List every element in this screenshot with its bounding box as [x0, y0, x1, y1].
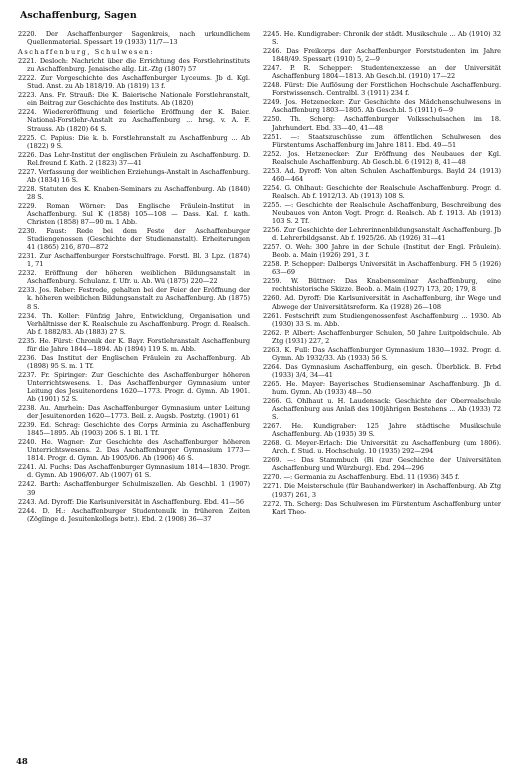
bibliography-entry: 2233. Jos. Reber: Festrede, gehalten bei der Feier der Eröffnung der k. höheren weiblichen Bildungsanstalt zu Aschaffenburg. Ab (1875) 8 S. [18, 286, 250, 311]
bibliography-entry: 2254. G. Ohlhaut: Geschichte der Realschule Aschaffenburg. Progr. d. Realsch. Ab f. 1912/13. Ab (1913) 108 S. [263, 183, 501, 200]
bibliography-entry: 2240. He. Wagner: Zur Geschichte des Aschaffenburger höheren Unterrichtswesens. 2. Das Aschaffenburger Gymnasium 1773—1814. Progr. d. Gymn. Ab 1905/06. Ab (1906) 46 S. [18, 438, 250, 463]
page-number: 48 [16, 757, 28, 767]
bibliography-entry: 2223. Ans. Fr. Strauß: Die K. Baierische Nationale Forstlehranstalt, ein Beitrag zur Geschichte des Instituts. Ab (1820) [18, 91, 250, 108]
bibliography-entry: 2232. Eröffnung der höheren weiblichen Bildungsanstalt in Aschaffenburg. Schulanz. f. Ufr. u. Ab. Wü (1875) 220—22 [18, 269, 250, 286]
bibliography-entry: 2270. —: Germania zu Aschaffenburg. Ebd. 11 (1936) 345 f. [263, 473, 460, 482]
bibliography-entry: 2253. Ad. Dyroff: Von alten Schulen Aschaffenburgs. Bayld 24 (1913) 460—464 [263, 166, 501, 183]
bibliography-entry: 2221. Desloch: Nachricht über die Errichtung des Forstlehrinstituts zu Aschaffenburg. Jenaische allg. Lit.-Ztg (1807) 57 [18, 57, 250, 74]
bibliography-entry: 2239. Ed. Schrag: Geschichte des Corps Arminia zu Aschaffenburg 1845—1895. Ab (1903) 206 S. 1 Bl. 1 Tf. [18, 421, 250, 438]
bibliography-entry: 2243. Ad. Dyroff: Die Karlsuniversität in Aschaffenburg. Ebd. 41—56 [18, 497, 244, 506]
bibliography-entry: 2228. Statuten des K. Knaben-Seminars zu Aschaffenburg. Ab (1840) 28 S. [18, 184, 250, 201]
bibliography-entry: 2225. C. Papius: Die k. b. Forstlehranstalt zu Aschaffenburg ... Ab (1822) 9 S. [18, 133, 250, 150]
bibliography-entry: 2242. Barth: Aschaffenburger Schulmiszellen. Ab Geschbl. 1 (1907) 39 [18, 480, 250, 497]
page-header: Aschaffenburg, Sagen [20, 10, 137, 21]
bibliography-entry: 2224. Wiedereröffnung und feierliche Eröffnung der K. Baier. National-Forstlehr-Anstalt zu Aschaffenburg ... hrsg. v. A. F. Strauss. Ab (1820) 64 S. [18, 108, 250, 133]
bibliography-entry: 2246. Das Freikorps der Aschaffenburger Forststudenten im Jahre 1848/49. Spessart (1910) 5, 2—9 [263, 47, 501, 64]
bibliography-entry: 2238. Au. Amrhein: Das Aschaffenburger Gymnasium unter Leitung der Jesuitenorden 1620—1773. Beil. z. Augsb. Postztg. (1901) 61 [18, 404, 250, 421]
bibliography-entry: 2265. He. Mayer: Bayerisches Studienseminar Aschaffenburg. Jb d. hum. Gymn. Ab (1933) 48—50 [263, 379, 501, 396]
bibliography-entry: 2230. Faust: Rede bei dem Feste der Aschaffenburger Studiengenossen (Geschichte der Studienanstalt). Erheiterungen 41 (1865) 216, 870—872 [18, 227, 250, 252]
bibliography-entry: 2261. Festschrift zum Studiengenossenfest Aschaffenburg ... 1930. Ab (1930) 33 S. m. Abb. [263, 311, 501, 328]
bibliography-entry: 2266. G. Ohlhaut u. H. Laudensack: Geschichte der Oberrealschule Aschaffenburg aus Anlaß des 100jährigen Bestehens ... Ab (1933) 72 S. [263, 397, 501, 422]
bibliography-entry: 2252. Jos. Hetzenecker: Zur Eröffnung des Neubaues der Kgl. Realschule Aschaffenburg. Ab Gesch.bl. 6 (1912) 8, 41—48 [263, 149, 501, 166]
bibliography-entry: 2244. D. H.: Aschaffenburger Studentenulk in früheren Zeiten (Zöglinge d. Jesuitenkollegs betr.). Ebd. 2 (1908) 36—37 [18, 506, 250, 523]
bibliography-entry: 2271. Die Meisterschule (für Bauhandwerker) in Aschaffenburg. Ab Ztg (1937) 261, 3 [263, 482, 501, 499]
bibliography-entry: 2226. Das Lehr-Institut der englischen Fräulein zu Aschaffenburg. D. Rel.freund f. Kath. 2 (1823) 37—41 [18, 150, 250, 167]
right-column [263, 30, 501, 755]
bibliography-entry: 2249. Jos. Hetzenecker: Zur Geschichte des Mädchenschulwesens in Aschaffenburg 1803—1805. Ab Gesch.bl. 5 (1911) 6—9 [263, 98, 501, 115]
left-column [18, 30, 250, 755]
bibliography-entry: 2222. Zur Vorgeschichte des Aschaffenburger Lyceums. Jb d. Kgl. Stud. Anst. zu Ab 1818/19. Ab (1819) 13 f. [18, 74, 250, 91]
bibliography-entry: 2269. —: Das Stammbuch (Bi (zur Geschichte der Universitäten Aschaffenburg und Würzburg). Ebd. 294—296 [263, 456, 501, 473]
bibliography-entry: 2267. He. Kundigraber: 125 Jahre städtische Musikschule Aschaffenburg. Ab (1935) 39 S. [263, 422, 501, 439]
bibliography-entry: 2251. —: Staatszuschüsse zum öffentlichen Schulwesen des Fürstentums Aschaffenburg im Jahre 1811. Ebd. 49—51 [263, 132, 501, 149]
bibliography-entry: 2247. P. R. Schepper: Studentenexzesse an der Universität Aschaffenburg 1804—1813. Ab Gesch.bl. (1910) 17—22 [263, 64, 501, 81]
bibliography-entry: 2260. Ad. Dyroff: Die Karlsuniversität in Aschaffenburg, ihr Wege und Abwege der Universitätsreform. Ka (1928) 26—108 [263, 294, 501, 311]
bibliography-entry: 2272. Th. Scherg: Das Schulwesen im Fürstentum Aschaffenburg unter Karl Theo- [263, 499, 501, 516]
bibliography-entry: 2234. Th. Koller: Fünfzig Jahre, Entwicklung, Organisation und Verhältnisse der K. Realschule zu Aschaffenburg. Progr. d. Realsch. Ab f. 1882/83. Ab (1883) 27 S. [18, 311, 250, 336]
bibliography-entry: 2257. O. Weh: 300 Jahre in der Schule (Institut der Engl. Fräulein). Beob. a. Main (1926) 291, 3 f. [263, 243, 501, 260]
bibliography-entry: 2256. Zur Geschichte der Lehrerinnenbildungsanstalt Aschaffenburg. Jb d. Lehrerbildgsanst. Ab f. 1925/26. Ab (1926) 31—41 [263, 226, 501, 243]
bibliography-entry: 2229. Roman Wörner: Das Englische Fräulein-Institut in Aschaffenburg. Sul K (1858) 105—108 — Dass. Kal. f. kath. Christen (1858) 87—90 m. 1 Abb. [18, 201, 250, 227]
bibliography-entry: 2264. Das Gymnasium Aschaffenburg, ein gesch. Überblick. B. Frbd (1933) 3/4, 34—41 [263, 362, 501, 379]
bibliography-entry: 2236. Das Institut der Englischen Fräulein zu Aschaffenburg. Ab (1898) 95 S. m. 1 Tf. [18, 353, 250, 370]
bibliography-entry: 2250. Th. Scherg: Aschaffenburger Volksschulsachen im 18. Jahrhundert. Ebd. 33—40, 41—48 [263, 115, 501, 132]
bibliography-entry: 2220. Der Aschaffenburger Sagenkreis, nach urkundlichem Quellenmaterial. Spessart 19 (1933) 11/7—13 [18, 30, 250, 47]
bibliography-entry: 2248. Fürst: Die Auflösung der Forstlichen Hochschule Aschaffenburg. Forstwissensch. Centralbl. 3 (1911) 234 f. [263, 81, 501, 98]
bibliography-entry: 2227. Verfassung der weiblichen Erziehungs-Anstalt in Aschaffenburg. Ab (1834) 16 S. [18, 167, 250, 184]
bibliography-entry: 2263. K. Full: Das Aschaffenburger Gymnasium 1830—1932. Progr. d. Gymn. Ab 1932/33. Ab (1933) 56 S. [263, 345, 501, 362]
bibliography-entry: 2231. Zur Aschaffenburger Forstschulfrage. Forstl. Bl. 3 Lpz. (1874) 1, 71 [18, 252, 250, 269]
bibliography-entry: 2259. W. Büttner: Das Knabenseminar Aschaffenburg, eine rechtshistorische Skizze. Beob. a. Main (1927) 173, 20; 179, 8 [263, 277, 501, 294]
bibliography-entry: 2235. He. Fürst: Chronik der K. Bayr. Forstlehranstalt Aschaffenburg für die Jahre 1844—1894. Ab (1894) 119 S. m. Abb. [18, 336, 250, 353]
bibliography-entry: 2258. P. Schepper: Dalbergs Universität in Aschaffenburg. FH 5 (1926) 63—69 [263, 260, 501, 277]
bibliography-entry: 2268. G. Meyer-Erlach: Die Universität zu Aschaffenburg (um 1806). Arch. f. Stud. u. Hochschulg. 10 (1935) 292—294 [263, 439, 501, 456]
bibliography-entry: 2237. Fr. Spiringer: Zur Geschichte des Aschaffenburger höheren Unterrichtswesens. 1. Das Aschaffenburger Gymnasium unter Leitung des Jesuitenordens 1620—1773. Progr. d. Gymn. Ab 1901. Ab (1901) 52 S. [18, 370, 250, 404]
bibliography-entry: 2262. P. Albert: Aschaffenburger Schulen, 50 Jahre Luitpoldschule. Ab Ztg (1931) 227, 2 [263, 328, 501, 345]
bibliography-entry: 2245. He. Kundigraber: Chronik der städt. Musikschule ... Ab (1910) 32 S. [263, 30, 501, 47]
bibliography-entry: 2255. —: Geschichte der Realschule Aschaffenburg, Beschreibung des Neubaues von Anton Vogt. Progr. d. Realsch. Ab f. 1913. Ab (1913) 103 S. 2 Tf. [263, 200, 501, 226]
bibliography-entry: 2241. Al. Fuchs: Das Aschaffenburger Gymnasium 1814—1830. Progr. d. Gymn. Ab 1906/07. Ab (1907) 61 S. [18, 463, 250, 480]
section-heading: Aschaffenburg, Schulwesen: [18, 48, 155, 57]
